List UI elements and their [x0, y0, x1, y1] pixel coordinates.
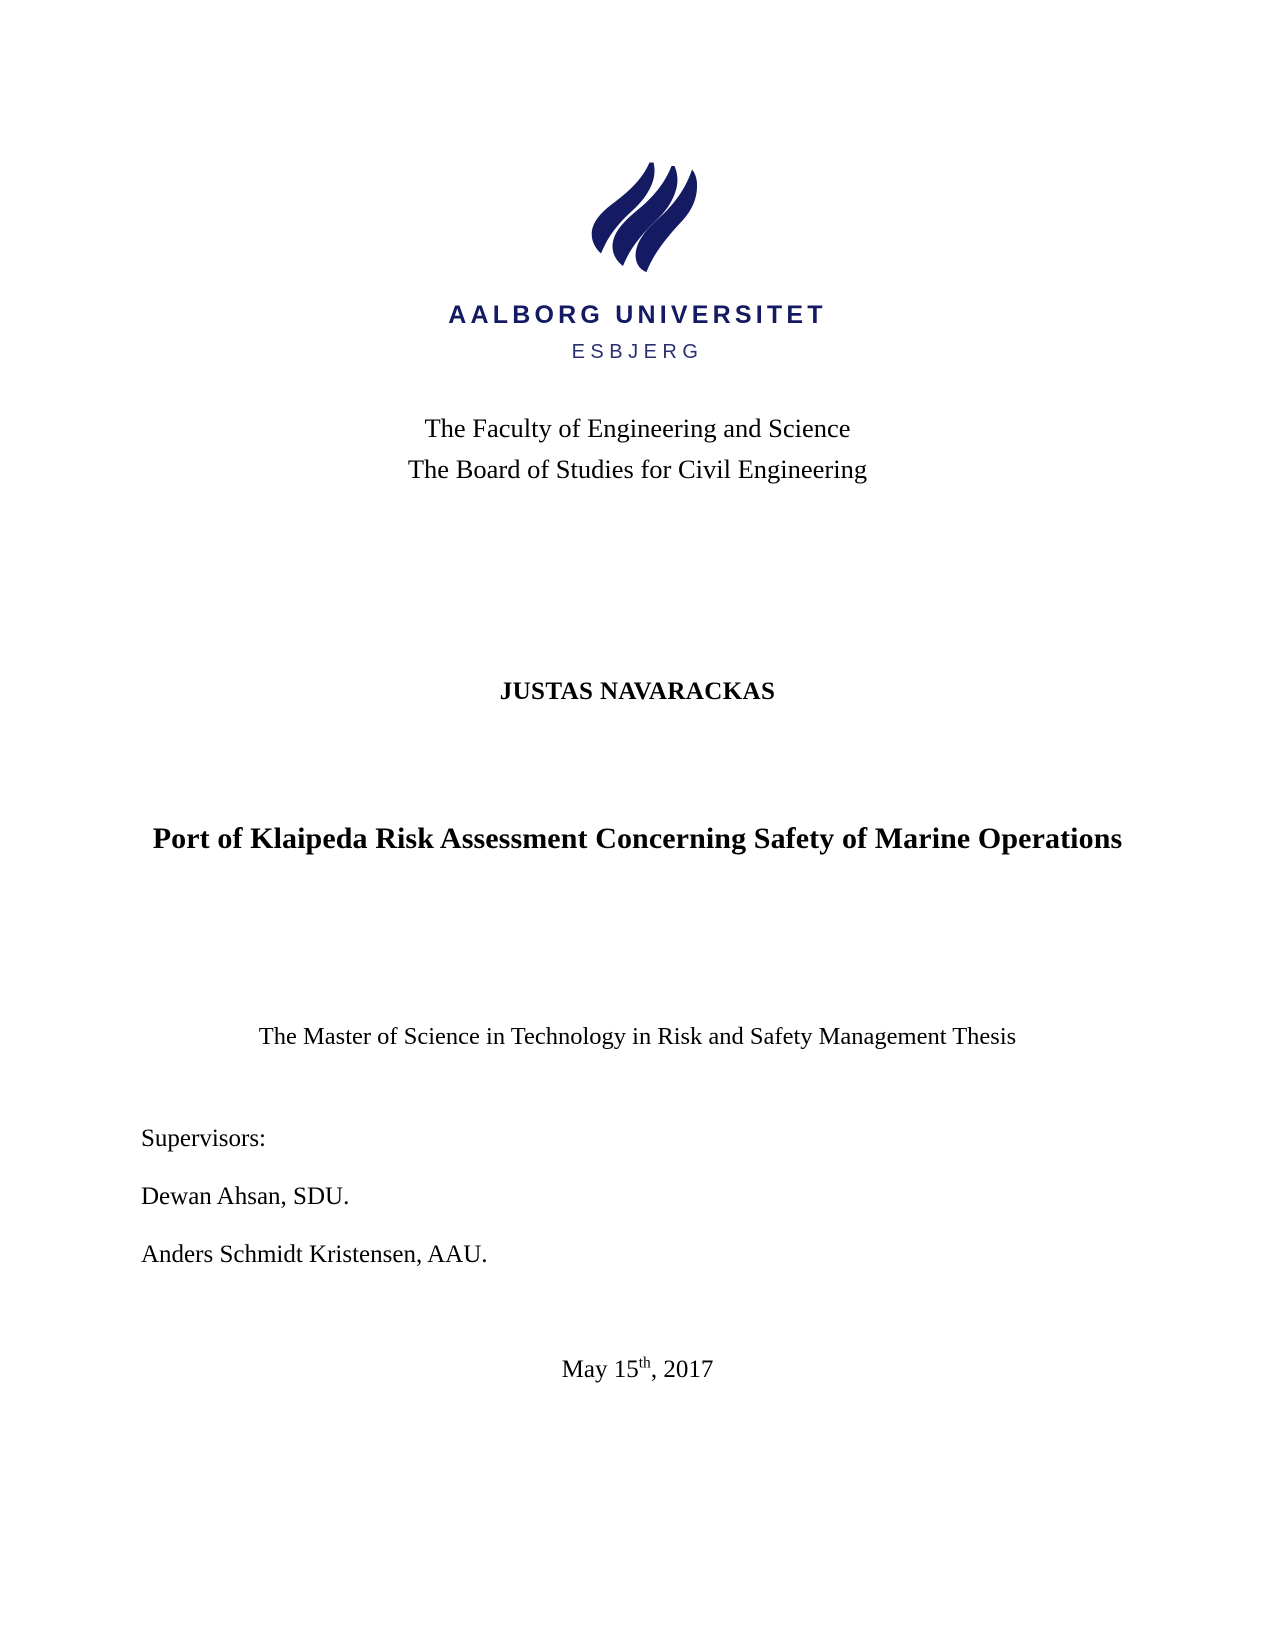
university-campus-label: ESBJERG — [571, 340, 704, 363]
faculty-line-1: The Faculty of Engineering and Science — [424, 413, 851, 443]
university-wordmark: AALBORG UNIVERSITET — [448, 301, 827, 329]
aalborg-university-logo-icon — [579, 160, 697, 272]
degree-line: The Master of Science in Technology in Risk and Safety Management Thesis — [258, 1023, 1017, 1050]
faculty-block — [0, 408, 1275, 490]
date-year: , 2017 — [650, 1356, 714, 1383]
author-block — [0, 678, 1275, 706]
supervisors-block — [141, 1124, 488, 1270]
date-ordinal-suffix: th — [638, 1354, 651, 1372]
date-block — [0, 1355, 1275, 1385]
title-block — [0, 800, 1275, 878]
supervisor-item: Anders Schmidt Kristensen, AAU. — [141, 1241, 488, 1268]
university-logo-block — [0, 160, 1275, 363]
faculty-line-2: The Board of Studies for Civil Engineering — [407, 454, 868, 484]
degree-block — [0, 1020, 1275, 1054]
date-month-day: May 15 — [561, 1356, 639, 1383]
supervisors-heading: Supervisors: — [141, 1125, 266, 1152]
date-line — [0, 1355, 1275, 1385]
supervisor-item: Dewan Ahsan, SDU. — [141, 1183, 350, 1210]
author-name: JUSTAS NAVARACKAS — [499, 678, 776, 705]
page-title: Port of Klaipeda Risk Assessment Concerning Safety of Marine Operations — [152, 822, 1123, 856]
